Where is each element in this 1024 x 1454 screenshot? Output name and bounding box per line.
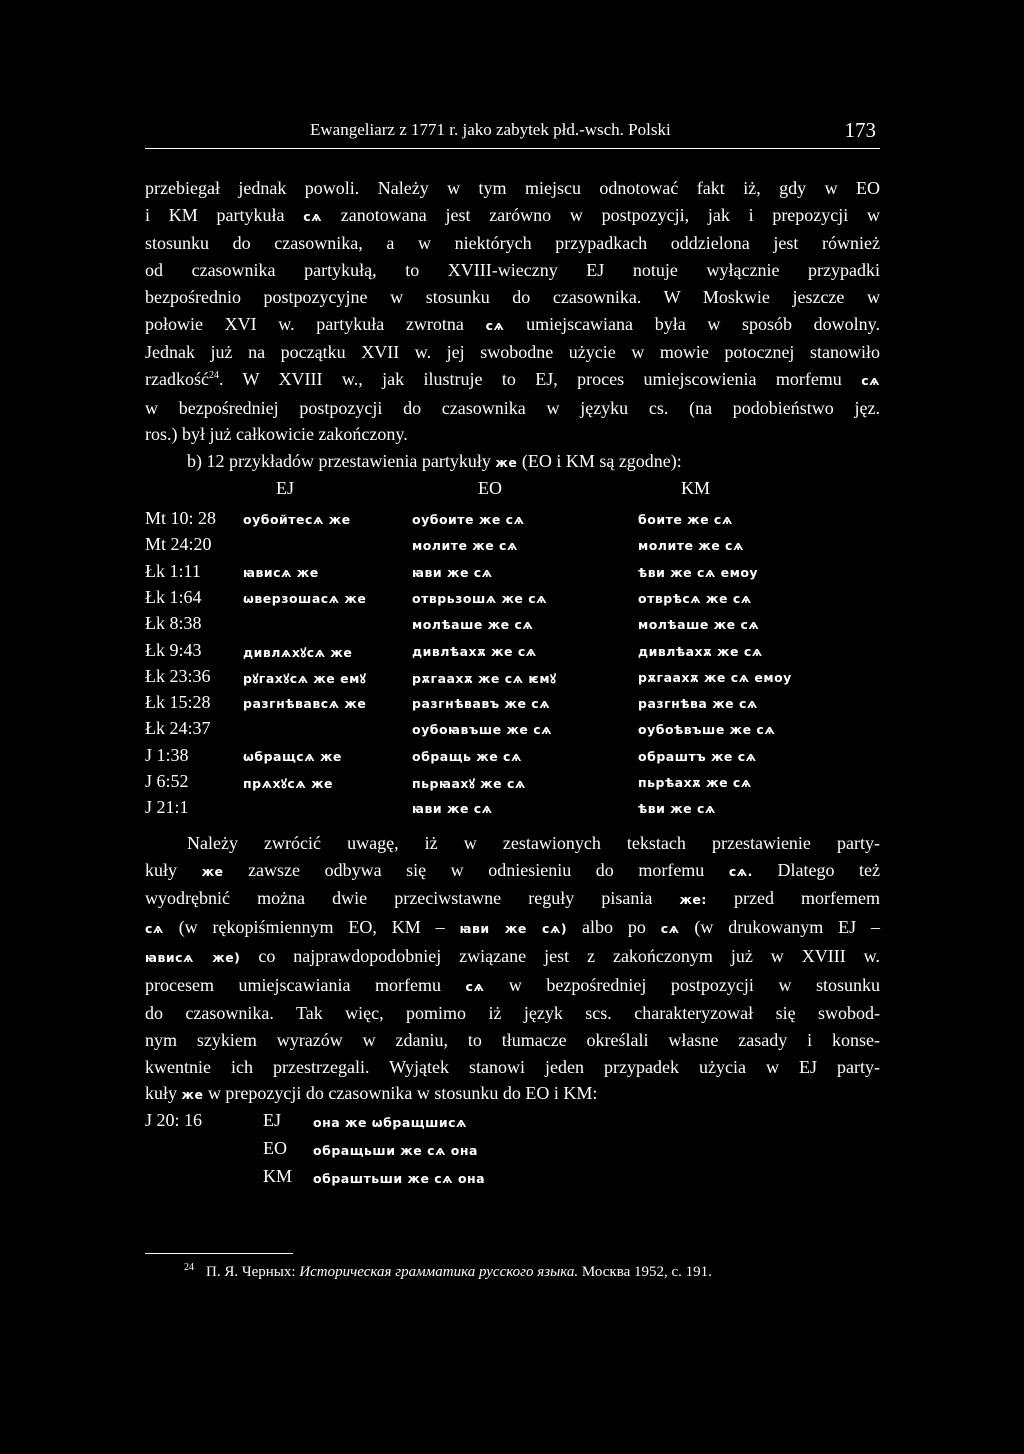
text-line: kuły же w prepozycji do czasownika w stosunku do EO i KM: [145,1083,598,1104]
example-row [145,585,880,611]
ej-form: ꙗвисѧ же [243,564,319,580]
footnote-rule [145,1253,293,1254]
text-line: stosunku do czasownika, a w niektórych przypadkach oddzielona jest również [145,233,880,254]
eo-form: дивлѣахѫ же сѧ [412,643,537,659]
running-head [145,116,880,149]
church-slavonic-word: сѧ. [728,863,753,879]
ej-form: ѡбращсѧ же [243,748,342,764]
church-slavonic-word: сѧ [660,921,680,937]
text-line: сѧ (w rękopiśmiennym EO, KM – ꙗви же сѧ) albo po сѧ (w drukowanym EJ – [145,917,880,938]
km-form: дивлѣахѫ же сѧ [638,643,763,659]
verse-reference: Łk 9:43 [145,639,202,660]
page-number: 173 [844,118,876,142]
eo-form: оубоите же сѧ [412,512,525,528]
book-title: Историческая грамматика русского языка. [299,1264,579,1280]
verse-reference: Łk 15:28 [145,692,211,713]
example-row [145,743,880,769]
ej-form: ѡверзошасѧ же [243,590,367,606]
eo-form: ꙗви же сѧ [412,564,493,580]
text-line: ꙗвисѧ же) co najprawdopodobniej związane jest z zakończonym już w XVIII w. [145,945,880,966]
text-line: wyodrębnić można dwie przeciwstawne reguły pisania же: przed morfemem [145,888,881,909]
km-form: боите же сѧ [638,512,733,528]
verse-reference: Łk 23:36 [145,665,211,686]
text-line: rzadkość$^{24}$. W XVIII w., jak ilustruje to EJ, proces umiejscowienia morfemu сѧ [145,368,881,389]
km-form: молите же сѧ [638,538,744,554]
text-line: od czasownika partykułą, to XVIII-wieczny EJ notuje wyłącznie przypadki [145,260,880,281]
church-slavonic-text: обраштьши же сѧ она [313,1171,486,1187]
ej-form: рꙋгахꙋсѧ же емꙋ [243,670,367,686]
ej-form: разгнѣвавсѧ же [243,696,367,712]
text-line: kwentnie ich przestrzegali. Wyjątek stanowi jeden przypadek użycia w EJ party- [145,1056,880,1077]
km-form: молѣаше же сѧ [638,617,760,633]
verse-reference: Łk 1:11 [145,560,201,581]
eo-form: ꙗви же сѧ [412,801,493,817]
page [145,116,880,1194]
source-label: EJ [263,1110,281,1131]
verse-reference: J 1:38 [145,744,189,765]
church-slavonic-word: ꙗвисѧ же) [145,949,241,965]
example-row [145,664,880,690]
paragraph-2 [145,830,880,1109]
footnote: $^{24}$ П. Я. Черных: Историческая грамматика русского языка. Москва 1952, с. 191. [184,1262,712,1280]
text-line: Należy zwrócić uwagę, iż w zestawionych tekstach przestawienie party- [187,833,880,854]
km-form: обраштъ же сѧ [638,748,757,764]
eo-form: молите же сѧ [412,538,518,554]
example-row [145,795,880,821]
church-slavonic-word: сѧ [485,317,505,333]
column-header-km: KM [681,478,711,499]
eo-form: разгнѣвавъ же сѧ [412,696,551,712]
j20-example [145,1110,880,1194]
km-form: оубоѣвъше же сѧ [638,722,776,738]
example-row [145,769,880,795]
church-slavonic-text: она же ѡбращшисѧ [313,1115,467,1131]
column-header-eo: EO [478,478,502,499]
text-line: procesem umiejscawiania morfemu сѧ w bezpośredniej postpozycji w stosunku [145,974,881,995]
j20-row [145,1110,880,1138]
km-form: рѫгаахѫ же сѧ емоу [638,669,792,685]
ej-form: прѧхꙋсѧ же [243,776,333,791]
church-slavonic-word: же [181,1087,204,1103]
ej-form: оубойтесѧ же [243,512,351,528]
eo-form: пьрꙗахꙋ же сѧ [412,776,526,791]
verse-reference: J 6:52 [145,771,189,791]
church-slavonic-word: же: [679,892,707,908]
eo-form: молѣаше же сѧ [412,617,534,633]
source-label: KM [263,1166,293,1187]
j20-row [145,1138,880,1166]
km-form: отврѣсѧ же сѧ [638,590,752,606]
verse-reference: J 21:1 [145,797,189,818]
ej-form: дивлѧхꙋсѧ же [243,644,353,660]
church-slavonic-word: же [495,455,518,471]
text-line: w bezpośredniej postpozycji do czasownika w języku cs. (na podobieństwo jęz. [145,397,880,418]
verse-reference: Mt 10: 28 [145,508,217,529]
verse-reference: Łk 1:64 [145,586,202,607]
verse-reference: Łk 24:37 [145,718,211,739]
church-slavonic-word: сѧ [303,208,323,224]
km-form: ѣви же сѧ емоу [638,564,759,580]
example-row [145,532,880,558]
example-row [145,716,880,742]
eo-form: оубоꙗвъше же сѧ [412,722,553,738]
example-row [145,611,880,637]
text-line: bezpośrednio postpozycyjne w stosunku do czasownika. W Moskwie jeszcze w [145,286,880,307]
text-line: kuły же zawsze odbywa się w odniesieniu do morfemu сѧ. Dlatego też [145,859,881,880]
text-line: do czasownika. Tak więc, pomimo iż język scs. charakteryzował się swobod- [145,1003,880,1024]
church-slavonic-word: сѧ [465,978,485,994]
text-line: połowie XVI w. partykuła zwrotna сѧ umiejscawiana była w sposób dowolny. [145,313,881,334]
text-line: przebiegał jednak powoli. Należy w tym miejscu odnotować fakt iż, gdy w EO [145,178,880,198]
eo-form: рѫгаахѫ же сѧ ѥмꙋ [412,670,557,686]
text-line: Jednak już na początku XVII w. jej swobodne użycie w mowie potocznej stanowiło [145,342,880,363]
verse-reference: Mt 24:20 [145,534,212,555]
church-slavonic-text: обращьши же сѧ она [313,1143,478,1159]
examples-heading: b) 12 przykładów przestawienia partykuły же (EO i KM są zgodne): [187,451,682,472]
examples-column-headers [145,476,880,506]
eo-form: обращь же сѧ [412,748,522,764]
text-line: ros.) był już całkowicie zakończony. [145,424,408,445]
verse-reference: Łk 8:38 [145,613,202,634]
example-row [145,690,880,716]
paragraph-1 [145,175,880,448]
church-slavonic-word: же [201,863,224,879]
text-line: nym szykiem wyrazów w zdaniu, to tłumacze określali własne zasady i konse- [145,1029,880,1050]
running-title: Ewangeliarz z 1771 r. jako zabytek płd.-wsch. Polski [310,120,671,139]
example-row [145,638,880,664]
verse-reference: J 20: 16 [145,1110,203,1131]
church-slavonic-word: ꙗви же сѧ) [459,921,568,937]
example-row [145,559,880,585]
source-label: EO [263,1138,287,1159]
church-slavonic-word: сѧ [861,372,881,388]
footnote-marker: 24 [208,369,219,381]
km-form: ѣви же сѧ [638,801,716,817]
example-row [145,506,880,532]
church-slavonic-word: сѧ [145,921,164,937]
j20-row [145,1166,880,1194]
km-form: пьрѣахѫ же сѧ [638,775,752,790]
eo-form: отврьзошѧ же сѧ [412,590,548,606]
text-line: i KM partykuła сѧ zanotowana jest zarówno w postpozycji, jak i prepozycji w [145,204,881,225]
km-form: разгнѣва же сѧ [638,696,758,712]
column-header-ej: EJ [276,478,294,499]
footnote-number: 24 [184,1262,194,1273]
examples-table [145,506,880,822]
